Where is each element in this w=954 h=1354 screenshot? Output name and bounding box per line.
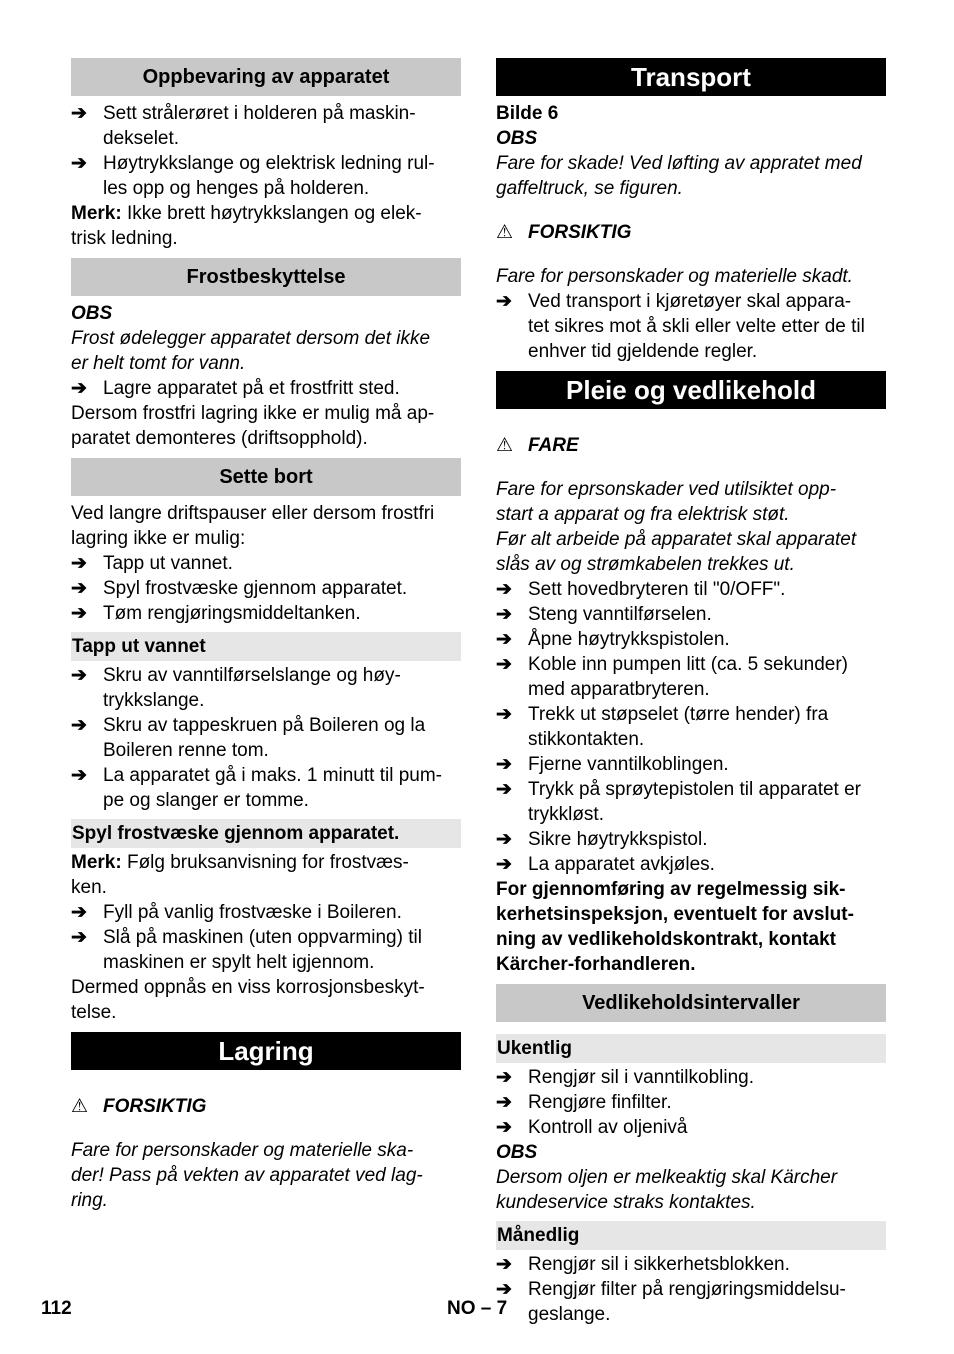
danger-label: ⚠ FARE (496, 435, 579, 456)
obs-text: Fare for skade! Ved løfting av appratet med gaffeltruck, se figuren. (496, 153, 862, 199)
list-item: ➔ Trekk ut støpselet (tørre hender) fra stikkontakten. (496, 704, 829, 750)
heading-lagring: Lagring (71, 1032, 461, 1070)
danger-text: Fare for eprsonskader ved utilsiktet opp- start a apparat og fra elektrisk støt. Før alt arbeide på apparatet skal apparatet slås av og strømkabelen trekkes ut. (496, 479, 857, 575)
warning-icon: ⚠ (496, 222, 514, 243)
arrow-icon: ➔ (496, 1067, 512, 1088)
arrow-icon: ➔ (71, 103, 87, 124)
warning-icon: ⚠ (71, 1096, 89, 1117)
bold-paragraph: For gjennomføring av regelmessig sik- kerhetsinspeksjon, eventuelt for avslut- ning av vedlikeholdskontrakt, kontakt Kärcher-forhandleren. (496, 879, 854, 975)
list-item: ➔ Slå på maskinen (uten oppvarming) til maskinen er spylt helt igjennom. (71, 927, 422, 973)
arrow-icon: ➔ (71, 665, 87, 686)
arrow-icon: ➔ (496, 704, 512, 725)
list-item: ➔ Rengjør filter på rengjøringsmiddelsu- geslange. (496, 1279, 846, 1325)
arrow-icon: ➔ (496, 654, 512, 675)
arrow-icon: ➔ (496, 1117, 512, 1138)
arrow-icon: ➔ (71, 378, 87, 399)
subheading-tapp-ut-vannet: Tapp ut vannet (71, 632, 461, 661)
list-item: ➔ Åpne høytrykkspistolen. (496, 629, 730, 650)
list-item: ➔ Rengjøre finfilter. (496, 1092, 672, 1113)
list-item: ➔ Fjerne vanntilkoblingen. (496, 754, 729, 775)
obs-label: OBS (496, 1142, 538, 1163)
arrow-icon: ➔ (71, 765, 87, 786)
heading-oppbevaring: Oppbevaring av apparatet (71, 58, 461, 96)
arrow-icon: ➔ (496, 754, 512, 775)
arrow-icon: ➔ (71, 603, 87, 624)
list-item: ➔ Sett hovedbryteren til "0/OFF". (496, 579, 786, 600)
arrow-icon: ➔ (496, 629, 512, 650)
heading-vedlikeholdsintervaller: Vedlikeholdsintervaller (496, 984, 886, 1022)
warning-label: ⚠ FORSIKTIG (496, 222, 632, 243)
arrow-icon: ➔ (71, 153, 87, 174)
list-item: ➔ Sett strålerøret i holderen på maskin- dekselet. (71, 103, 416, 149)
obs-label: OBS (71, 303, 113, 324)
list-item: ➔ La apparatet avkjøles. (496, 854, 715, 875)
list-item: ➔ Fyll på vanlig frostvæske i Boileren. (71, 902, 402, 923)
arrow-icon: ➔ (496, 1092, 512, 1113)
note: Merk: Følg bruksanvisning for frostvæs- ken. (71, 852, 409, 898)
list-item: ➔ Sikre høytrykkspistol. (496, 829, 708, 850)
list-item: ➔ Steng vanntilførselen. (496, 604, 712, 625)
list-item: ➔ Skru av vanntilførselslange og høy- trykkslange. (71, 665, 401, 711)
note: Merk: Ikke brett høytrykkslangen og elek- trisk ledning. (71, 203, 422, 249)
list-item: ➔ Rengjør sil i sikkerhetsblokken. (496, 1254, 790, 1275)
arrow-icon: ➔ (496, 829, 512, 850)
arrow-icon: ➔ (71, 578, 87, 599)
arrow-icon: ➔ (496, 1279, 512, 1300)
right-column (496, 58, 886, 1327)
subheading-spyl-frostvaeske: Spyl frostvæske gjennom apparatet. (71, 819, 461, 848)
list-item: ➔ Kontroll av oljenivå (496, 1117, 688, 1138)
arrow-icon: ➔ (496, 1254, 512, 1275)
arrow-icon: ➔ (71, 715, 87, 736)
obs-label: OBS (496, 128, 538, 149)
arrow-icon: ➔ (496, 779, 512, 800)
heading-transport: Transport (496, 58, 886, 96)
paragraph: Dersom frostfri lagring ikke er mulig må ap- paratet demonteres (driftsopphold). (71, 403, 435, 449)
heading-frostbeskyttelse: Frostbeskyttelse (71, 258, 461, 296)
arrow-icon: ➔ (71, 902, 87, 923)
obs-text: Frost ødelegger apparatet dersom det ikke er helt tomt for vann. (71, 328, 431, 374)
warning-label: ⚠ FORSIKTIG (71, 1096, 207, 1117)
list-item: ➔ Høytrykkslange og elektrisk ledning rul- les opp og henges på holderen. (71, 153, 435, 199)
arrow-icon: ➔ (496, 579, 512, 600)
warning-text: Fare for personskader og materielle ska- der! Pass på vekten av apparatet ved lag- ring. (71, 1140, 423, 1211)
subheading-manedlig: Månedlig (496, 1221, 886, 1250)
list-item: ➔ Tøm rengjøringsmiddeltanken. (71, 603, 361, 624)
heading-sette-bort: Sette bort (71, 458, 461, 496)
list-item: ➔ Trykk på sprøytepistolen til apparatet er trykkløst. (496, 779, 861, 825)
list-item: ➔ Lagre apparatet på et frostfritt sted. (71, 378, 400, 399)
page-number: 112 (41, 1298, 72, 1319)
list-item: ➔ Skru av tappeskruen på Boileren og la Boileren renne tom. (71, 715, 426, 761)
warning-text: Fare for personskader og materielle skadt. (496, 266, 853, 287)
arrow-icon: ➔ (496, 604, 512, 625)
figure-ref: Bilde 6 (496, 103, 559, 124)
paragraph: Dermed oppnås en viss korrosjonsbeskyt- telse. (71, 977, 425, 1023)
heading-pleie: Pleie og vedlikehold (496, 371, 886, 409)
list-item: ➔ La apparatet gå i maks. 1 minutt til pum- pe og slanger er tomme. (71, 765, 442, 811)
paragraph: Ved langre driftspauser eller dersom frostfri lagring ikke er mulig: (71, 503, 435, 549)
subheading-ukentlig: Ukentlig (496, 1034, 886, 1063)
obs-text: Dersom oljen er melkeaktig skal Kärcher kundeservice straks kontaktes. (496, 1167, 838, 1213)
arrow-icon: ➔ (496, 854, 512, 875)
list-item: ➔ Rengjør sil i vanntilkobling. (496, 1067, 754, 1088)
arrow-icon: ➔ (496, 291, 512, 312)
list-item: ➔ Koble inn pumpen litt (ca. 5 sekunder) med apparatbryteren. (496, 654, 849, 700)
arrow-icon: ➔ (71, 553, 87, 574)
arrow-icon: ➔ (71, 927, 87, 948)
section-label: NO – 7 (447, 1298, 508, 1319)
left-column (71, 58, 461, 1213)
list-item: ➔ Tapp ut vannet. (71, 553, 233, 574)
list-item: ➔ Spyl frostvæske gjennom apparatet. (71, 578, 408, 599)
warning-icon: ⚠ (496, 435, 514, 456)
list-item: ➔ Ved transport i kjøretøyer skal appara- tet sikres mot å skli eller velte etter de til enhver tid gjeldende regler. (496, 291, 865, 362)
